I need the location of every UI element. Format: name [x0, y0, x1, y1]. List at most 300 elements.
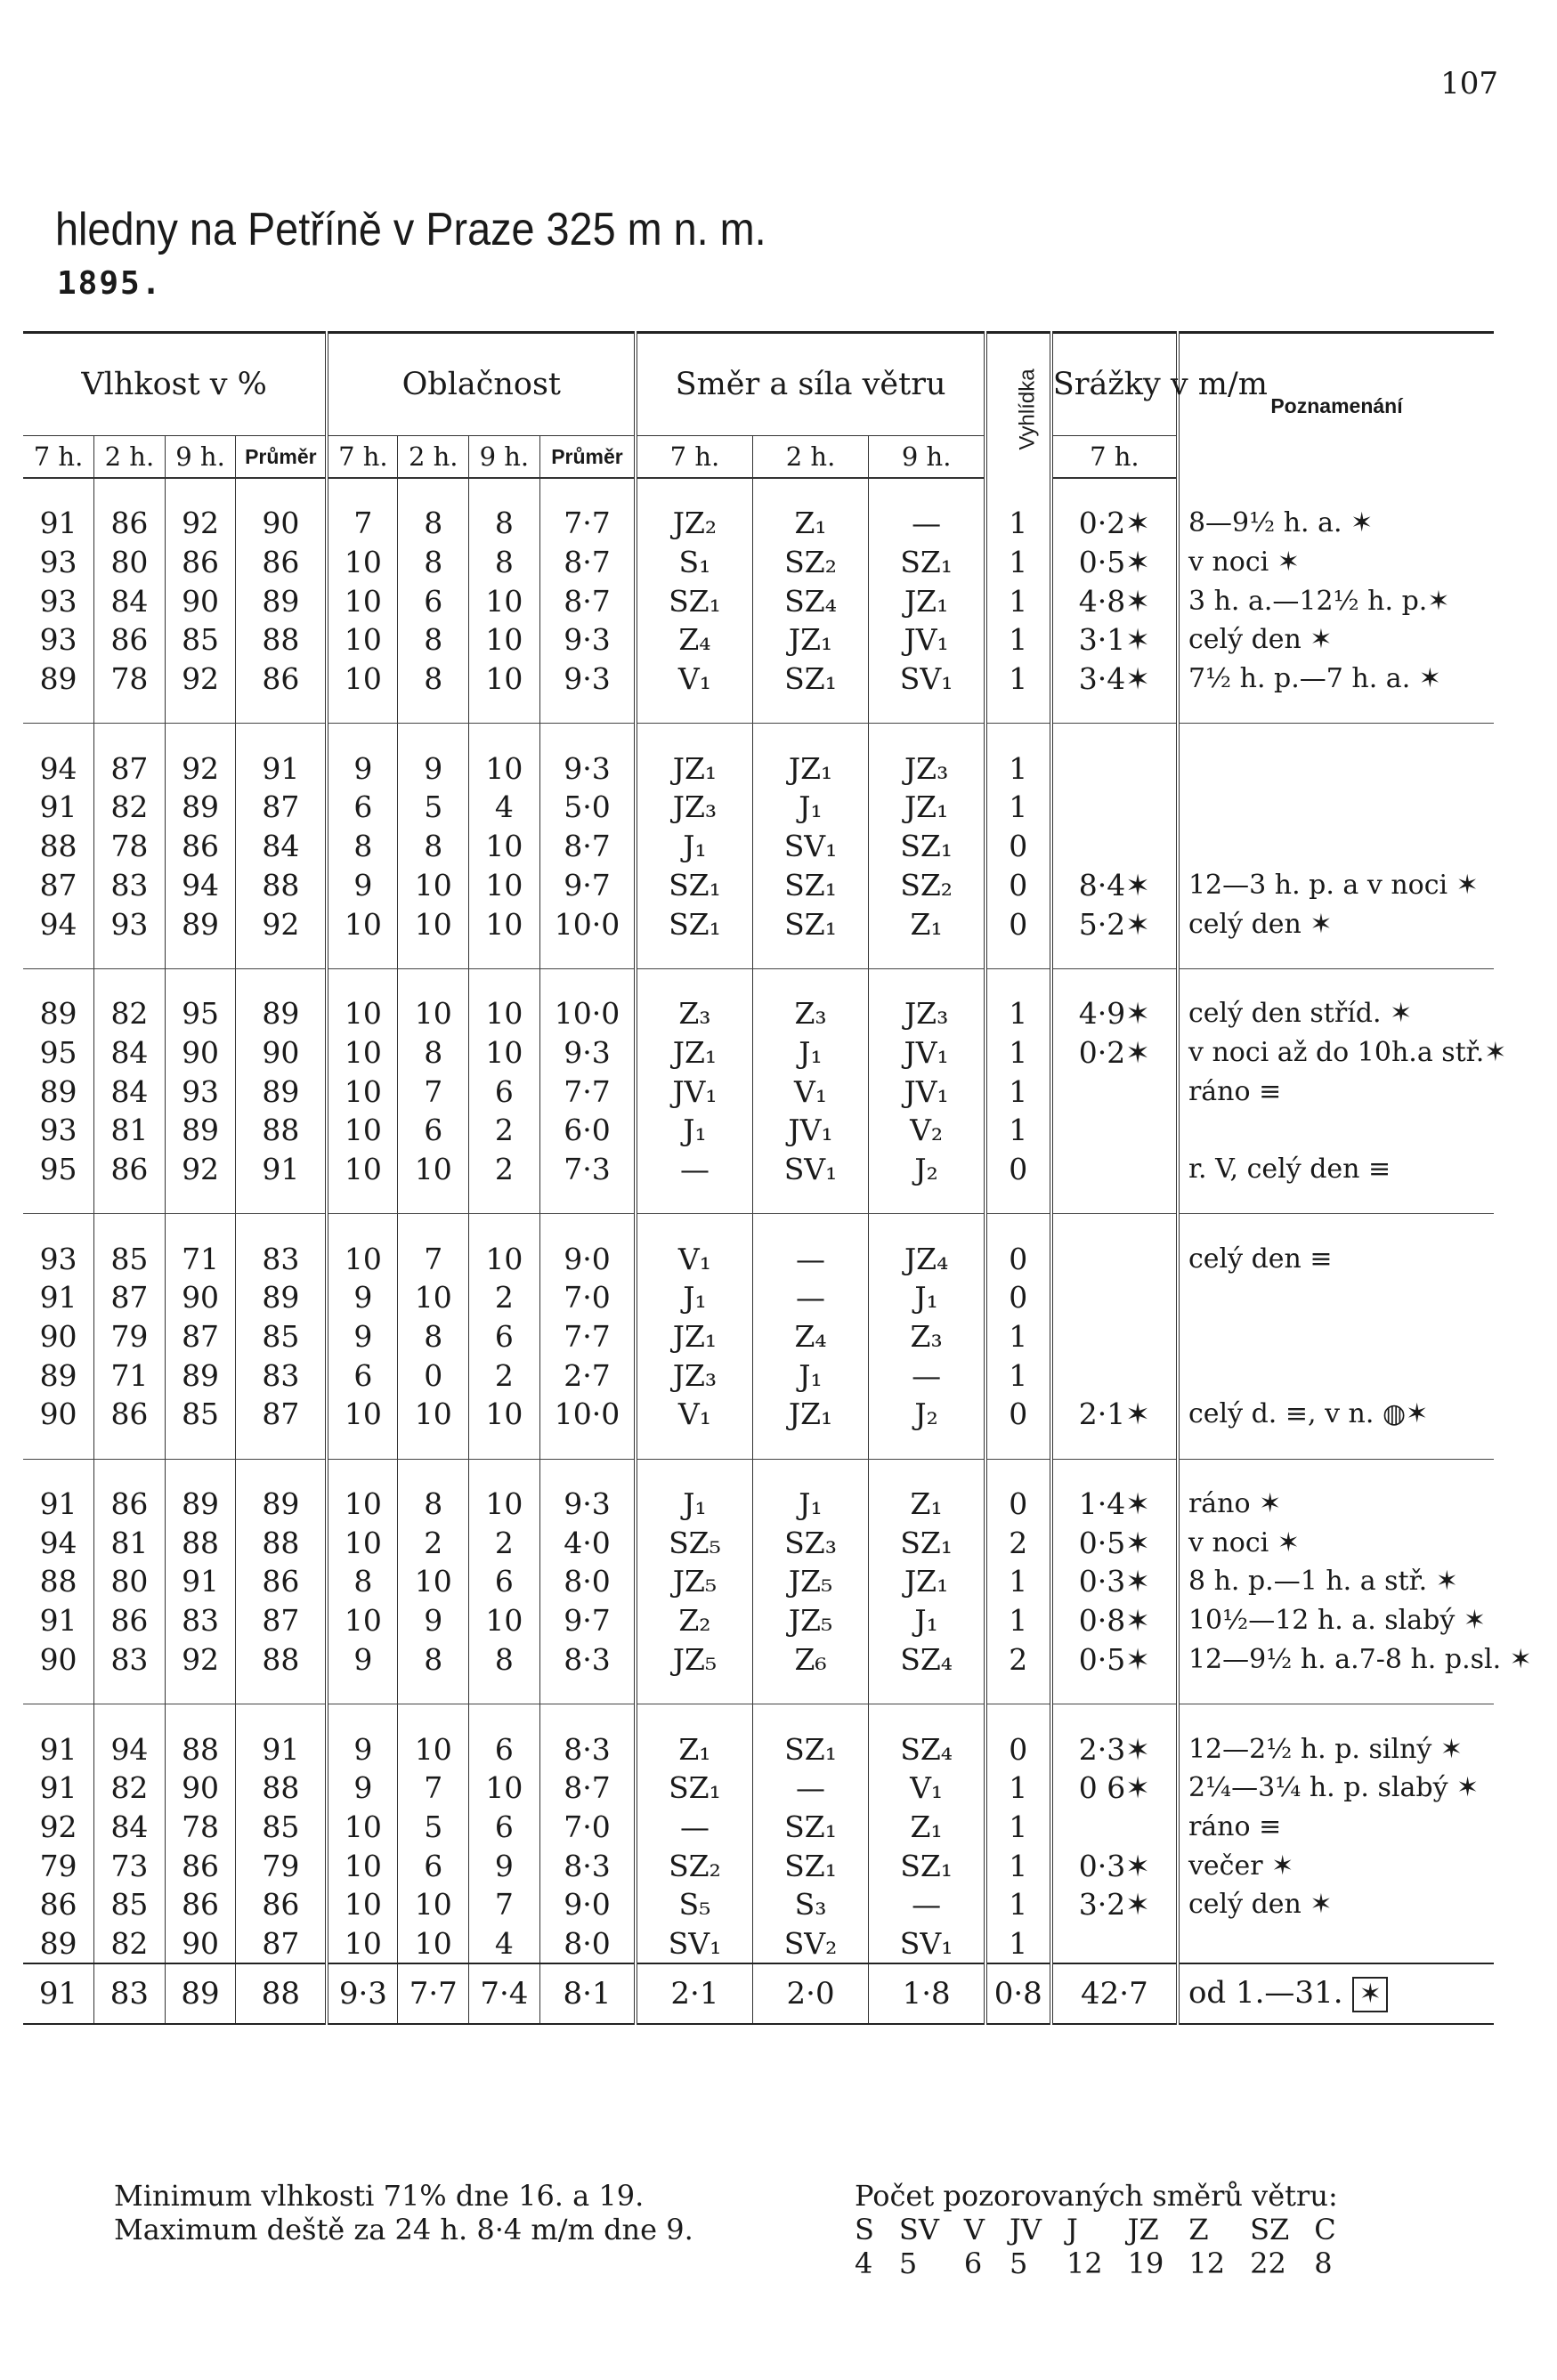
- sub-header: 7 h.: [23, 436, 94, 479]
- table-cell: [1051, 1111, 1178, 1150]
- table-cell: 10: [398, 1729, 469, 1769]
- table-cell: Z₃: [636, 994, 752, 1033]
- table-cell: 6: [469, 1729, 540, 1769]
- table-row: [23, 1769, 1494, 1808]
- table-row: [23, 660, 1494, 699]
- table-cell: [1051, 1924, 1178, 1964]
- table-cell: 8·3: [539, 1729, 636, 1769]
- table-cell: 2: [398, 1523, 469, 1562]
- table-cell: 86: [165, 827, 236, 866]
- total-cell: 7·4: [469, 1963, 540, 2024]
- table-cell: 91: [165, 1562, 236, 1601]
- sub-header: 7 h.: [1051, 436, 1178, 479]
- table-body: [23, 478, 1532, 1963]
- note-cell: 12—9½ h. a.7-8 h. p.sl. ✶: [1178, 1640, 1494, 1680]
- table-cell: 89: [39, 1925, 77, 1961]
- table-cell: 9: [469, 1846, 540, 1885]
- note-cell: ráno ≡: [1178, 1072, 1494, 1111]
- table-cell: 9·0: [539, 1885, 636, 1924]
- table-cell: 10·0: [539, 1395, 636, 1434]
- wind-count-value: 8: [1314, 2246, 1333, 2280]
- table-cell: 92: [165, 504, 236, 543]
- table-cell: 86: [165, 1846, 236, 1885]
- table-cell: 88: [236, 1640, 327, 1680]
- wind-count-value: 19: [1127, 2246, 1164, 2280]
- table-cell: 84: [94, 581, 166, 620]
- table-cell: 89: [165, 1111, 236, 1150]
- table-cell: 10: [398, 904, 469, 943]
- table-cell: JZ₅: [636, 1640, 752, 1680]
- page-title: hledny na Petříně v Praze 325 m n. m.: [55, 204, 766, 255]
- table-cell: 86: [94, 1150, 166, 1189]
- table-cell: 89: [236, 1072, 327, 1111]
- wind-count-value: 12: [1188, 2246, 1226, 2280]
- note-cell: večer ✶: [1178, 1846, 1494, 1885]
- table-cell: 10: [469, 827, 540, 866]
- table-cell: 1: [985, 1885, 1051, 1924]
- group-spacer: [23, 724, 1494, 749]
- table-cell: 79: [236, 1846, 327, 1885]
- table-cell: 91: [236, 1729, 327, 1769]
- table-cell: 10: [327, 1885, 398, 1924]
- table-cell: Z₂: [636, 1601, 752, 1640]
- table-cell: 93: [39, 1113, 77, 1148]
- table-cell: 3·4✶: [1051, 660, 1178, 699]
- table-cell: 9: [327, 1278, 398, 1317]
- note-cell: r. V, celý den ≡: [1178, 1150, 1494, 1189]
- table-cell: 5·2✶: [1051, 904, 1178, 943]
- table-row: [23, 504, 1494, 543]
- table-cell: 1: [985, 1317, 1051, 1356]
- table-cell: 7: [469, 1885, 540, 1924]
- table-cell: 9: [327, 1769, 398, 1808]
- table-row: [23, 1111, 1494, 1150]
- table-cell: 10: [469, 994, 540, 1033]
- table-cell: 0: [398, 1356, 469, 1395]
- table-cell: SZ₂: [752, 543, 869, 582]
- table-cell: SZ₁: [636, 866, 752, 905]
- table-row: [23, 1924, 1494, 1964]
- table-cell: 10: [469, 1239, 540, 1278]
- note-cell: celý den ✶: [1178, 904, 1494, 943]
- table-cell: 10: [398, 1278, 469, 1317]
- note-cell: [1178, 749, 1494, 788]
- table-cell: SZ₁: [636, 581, 752, 620]
- table-cell: 88: [236, 1111, 327, 1150]
- table-cell: SV₁: [752, 827, 869, 866]
- table-cell: J₂: [869, 1395, 985, 1434]
- table-cell: 4·9✶: [1051, 994, 1178, 1033]
- table-cell: 8: [398, 827, 469, 866]
- table-cell: 91: [39, 1770, 77, 1806]
- table-cell: JZ₅: [752, 1562, 869, 1601]
- wind-dir-label: S: [855, 2213, 874, 2246]
- table-cell: 0: [985, 1239, 1051, 1278]
- table-cell: 90: [39, 1641, 77, 1677]
- table-cell: 10: [398, 866, 469, 905]
- table-cell: 8: [469, 504, 540, 543]
- wind-count-title: Počet pozorovaných směrů větru:: [855, 2179, 1338, 2213]
- table-cell: Z₃: [752, 994, 869, 1033]
- table-cell: 10: [327, 581, 398, 620]
- table-cell: JZ₃: [869, 994, 985, 1033]
- table-cell: SZ₂: [869, 866, 985, 905]
- table-cell: J₁: [636, 1278, 752, 1317]
- table-cell: V₁: [636, 660, 752, 699]
- table-cell: 90: [39, 1396, 77, 1432]
- table-row: [23, 1523, 1494, 1562]
- table-cell: 94: [39, 750, 77, 786]
- table-row: [23, 1640, 1494, 1680]
- table-cell: 94: [39, 906, 77, 942]
- table-cell: 1: [985, 788, 1051, 827]
- note-cell: 3 h. a.—12½ h. p.✶: [1178, 581, 1494, 620]
- table-cell: 90: [236, 1033, 327, 1073]
- table-row: [23, 866, 1494, 905]
- table-row: [23, 1317, 1494, 1356]
- table-cell: 6·0: [539, 1111, 636, 1150]
- table-cell: 92: [236, 904, 327, 943]
- snow-box-icon: ✶: [1352, 1977, 1388, 2012]
- note-cell: 2¼—3¼ h. p. slabý ✶: [1178, 1769, 1494, 1808]
- note-cell: celý den ≡: [1178, 1239, 1494, 1278]
- table-cell: 84: [94, 1072, 166, 1111]
- table-cell: 87: [236, 788, 327, 827]
- table-cell: —: [752, 1769, 869, 1808]
- table-cell: 6: [469, 1317, 540, 1356]
- table-cell: 7: [398, 1239, 469, 1278]
- table-cell: Z₄: [752, 1317, 869, 1356]
- table-cell: 9: [398, 749, 469, 788]
- total-cell: 42·7: [1051, 1963, 1178, 2024]
- table-cell: [1051, 1239, 1178, 1278]
- note-cell: v noci ✶: [1178, 543, 1494, 582]
- table-cell: 4·0: [539, 1523, 636, 1562]
- table-cell: 8·7: [539, 1769, 636, 1808]
- wind-dir-label: SV: [898, 2213, 939, 2246]
- table-cell: 86: [236, 543, 327, 582]
- table-cell: 92: [165, 660, 236, 699]
- table-cell: 9·3: [539, 1033, 636, 1073]
- note-cell: [1178, 1356, 1494, 1395]
- table-cell: Z₃: [869, 1317, 985, 1356]
- table-cell: [1051, 1150, 1178, 1189]
- table-cell: 10: [327, 620, 398, 660]
- table-cell: 90: [165, 1769, 236, 1808]
- table-cell: SZ₁: [752, 1846, 869, 1885]
- table-cell: 10: [398, 1885, 469, 1924]
- group-spacer: [23, 1214, 1494, 1240]
- table-cell: 93: [39, 545, 77, 580]
- table-cell: 0·3✶: [1051, 1562, 1178, 1601]
- table-cell: 0: [985, 1485, 1051, 1524]
- table-cell: 10: [469, 660, 540, 699]
- note-cell: ráno ✶: [1178, 1485, 1494, 1524]
- total-cell: 8·1: [539, 1963, 636, 2024]
- table-cell: 85: [165, 1395, 236, 1434]
- table-cell: 82: [94, 1769, 166, 1808]
- note-cell: v noci až do 10h.a stř.✶: [1178, 1033, 1494, 1073]
- table-cell: 0: [985, 827, 1051, 866]
- table-cell: 86: [94, 1485, 166, 1524]
- table-cell: J₁: [636, 827, 752, 866]
- wind-count-grid: [855, 2213, 1338, 2280]
- table-cell: 10: [469, 620, 540, 660]
- table-row: [23, 827, 1494, 866]
- table-cell: 6: [327, 1356, 398, 1395]
- table-cell: 85: [94, 1885, 166, 1924]
- group-spacer: [23, 1434, 1494, 1460]
- wind-dir-label: Z: [1188, 2213, 1209, 2246]
- group-spacer: [23, 943, 1494, 969]
- table-cell: 8: [398, 1317, 469, 1356]
- table-cell: JZ₁: [869, 1562, 985, 1601]
- table-row: [23, 904, 1494, 943]
- table-cell: 9: [327, 1317, 398, 1356]
- table-cell: SZ₄: [869, 1640, 985, 1680]
- table-cell: 90: [165, 1033, 236, 1073]
- table-cell: 9·3: [539, 749, 636, 788]
- table-row: [23, 1278, 1494, 1317]
- table-cell: V₁: [752, 1072, 869, 1111]
- header-precipitation: Srážky v m/m: [1051, 333, 1178, 436]
- table-cell: 88: [165, 1523, 236, 1562]
- table-cell: 93: [39, 1241, 77, 1276]
- table-cell: 90: [165, 1278, 236, 1317]
- table-cell: 1: [985, 1601, 1051, 1640]
- table-cell: 0: [985, 1395, 1051, 1434]
- table-cell: JZ₅: [636, 1562, 752, 1601]
- table-cell: 6: [398, 581, 469, 620]
- table-cell: 95: [39, 1034, 77, 1070]
- wind-count-value: 5: [898, 2246, 918, 2280]
- table-cell: 10: [327, 543, 398, 582]
- min-humidity-text: Minimum vlhkosti 71% dne 16. a 19.: [114, 2179, 645, 2213]
- table-cell: 1: [985, 581, 1051, 620]
- table-cell: JZ₁: [752, 1395, 869, 1434]
- note-cell: ráno ≡: [1178, 1808, 1494, 1847]
- table-cell: S₅: [636, 1885, 752, 1924]
- table-cell: JZ₁: [636, 1317, 752, 1356]
- table-cell: 8·3: [539, 1640, 636, 1680]
- table-cell: 91: [39, 1280, 77, 1315]
- table-cell: SZ₁: [752, 866, 869, 905]
- table-cell: Z₁: [869, 1485, 985, 1524]
- table-cell: [1051, 1808, 1178, 1847]
- note-cell: celý den stříd. ✶: [1178, 994, 1494, 1033]
- table-cell: 8·7: [539, 827, 636, 866]
- header-cloudiness: Oblačnost: [327, 333, 636, 436]
- table-cell: 78: [94, 827, 166, 866]
- table-cell: 87: [165, 1317, 236, 1356]
- table-row: [23, 1808, 1494, 1847]
- note-cell: 8—9½ h. a. ✶: [1178, 504, 1494, 543]
- table-cell: 3·2✶: [1051, 1885, 1178, 1924]
- table-cell: —: [752, 1239, 869, 1278]
- table-cell: 78: [94, 660, 166, 699]
- total-cell: 83: [94, 1963, 166, 2024]
- table-cell: 1: [985, 1846, 1051, 1885]
- table-cell: 10: [327, 1111, 398, 1150]
- table-cell: JZ₃: [636, 1356, 752, 1395]
- sub-header: 9 h.: [869, 436, 985, 479]
- table-cell: —: [636, 1150, 752, 1189]
- group-spacer: [23, 1459, 1494, 1485]
- table-cell: [1051, 827, 1178, 866]
- table-cell: JV₁: [869, 1033, 985, 1073]
- note-cell: 8 h. p.—1 h. a stř. ✶: [1178, 1562, 1494, 1601]
- table-cell: 89: [39, 1073, 77, 1109]
- total-cell: 88: [236, 1963, 327, 2024]
- table-cell: 90: [236, 504, 327, 543]
- group-spacer: [23, 1188, 1494, 1214]
- table-cell: JZ₃: [869, 749, 985, 788]
- table-cell: J₁: [752, 1033, 869, 1073]
- table-cell: JZ₁: [752, 749, 869, 788]
- table-cell: SZ₃: [752, 1523, 869, 1562]
- note-cell: celý d. ≡, v n. ◍✶: [1178, 1395, 1494, 1434]
- table-cell: 79: [94, 1317, 166, 1356]
- table-cell: 7·0: [539, 1278, 636, 1317]
- table-row: [23, 543, 1494, 582]
- table-row: [23, 994, 1494, 1033]
- table-cell: V₂: [869, 1111, 985, 1150]
- table-cell: JZ₄: [869, 1239, 985, 1278]
- total-cell: 9·3: [327, 1963, 398, 2024]
- table-cell: 92: [165, 1150, 236, 1189]
- table-cell: 93: [94, 904, 166, 943]
- table-row: [23, 1485, 1494, 1524]
- table-cell: 10: [469, 1485, 540, 1524]
- table-cell: [1051, 1072, 1178, 1111]
- table-cell: 10: [469, 1033, 540, 1073]
- note-cell: celý den ✶: [1178, 620, 1494, 660]
- wind-dir-label: JZ: [1127, 2213, 1159, 2246]
- table-cell: SZ₁: [636, 1769, 752, 1808]
- table-cell: 6: [398, 1846, 469, 1885]
- header-group-row: [23, 333, 1494, 436]
- table-cell: 1: [985, 504, 1051, 543]
- table-cell: 87: [94, 1278, 166, 1317]
- table-cell: 89: [236, 581, 327, 620]
- table-cell: 4: [469, 788, 540, 827]
- sub-header: 9 h.: [469, 436, 540, 479]
- table-cell: 88: [39, 1564, 77, 1599]
- table-cell: 81: [94, 1523, 166, 1562]
- total-cell: 2·1: [636, 1963, 752, 2024]
- table-cell: 91: [39, 1486, 77, 1522]
- table-cell: 2: [985, 1523, 1051, 1562]
- table-cell: 88: [236, 1769, 327, 1808]
- table-cell: 0: [985, 866, 1051, 905]
- table-cell: —: [869, 1885, 985, 1924]
- table-cell: 10: [327, 1523, 398, 1562]
- table-cell: 91: [39, 1603, 77, 1639]
- table-cell: 2: [469, 1111, 540, 1150]
- table-cell: 6: [327, 788, 398, 827]
- table-cell: 10: [469, 581, 540, 620]
- table-cell: 10: [327, 1846, 398, 1885]
- table-cell: 10: [327, 1924, 398, 1964]
- table-cell: Z₁: [752, 504, 869, 543]
- footer-left: [114, 2179, 693, 2246]
- table-cell: 84: [236, 827, 327, 866]
- table-cell: 94: [94, 1729, 166, 1769]
- table-cell: 10: [327, 1239, 398, 1278]
- table-row: [23, 1846, 1494, 1885]
- total-cell: 91: [23, 1963, 94, 2024]
- wind-dir-label: J: [1066, 2213, 1078, 2246]
- header-notes: Poznamenání: [1178, 333, 1494, 479]
- table-cell: 0: [985, 1729, 1051, 1769]
- table-cell: 3·1✶: [1051, 620, 1178, 660]
- table-cell: —: [869, 1356, 985, 1395]
- table-cell: Z₆: [752, 1640, 869, 1680]
- table-cell: 86: [39, 1887, 77, 1923]
- table-cell: 0·3✶: [1051, 1846, 1178, 1885]
- table-cell: 86: [236, 1885, 327, 1924]
- table-cell: 9·3: [539, 660, 636, 699]
- table-cell: 0·2✶: [1051, 504, 1178, 543]
- table-cell: SZ₁: [752, 1808, 869, 1847]
- table-cell: Z₁: [869, 904, 985, 943]
- table-cell: 90: [165, 1924, 236, 1964]
- table-cell: 82: [94, 994, 166, 1033]
- page-number: 107: [1440, 66, 1498, 101]
- table-cell: 86: [94, 1601, 166, 1640]
- table-cell: JZ₁: [752, 620, 869, 660]
- table-cell: —: [636, 1808, 752, 1847]
- table-cell: 7: [398, 1769, 469, 1808]
- table-row: [23, 1885, 1494, 1924]
- sub-header: 2 h.: [94, 436, 166, 479]
- total-cell: 0·8: [985, 1963, 1051, 2024]
- weather-table: [23, 331, 1532, 2025]
- table-cell: SZ₁: [869, 543, 985, 582]
- table-cell: 9: [327, 866, 398, 905]
- table-cell: 1: [985, 1111, 1051, 1150]
- table-cell: 10: [327, 1395, 398, 1434]
- table-cell: 0: [985, 1150, 1051, 1189]
- table-cell: Z₁: [636, 1729, 752, 1769]
- group-spacer: [23, 478, 1494, 504]
- table-row: [23, 1729, 1494, 1769]
- table-cell: 0·5✶: [1051, 543, 1178, 582]
- table-cell: 92: [39, 1809, 77, 1844]
- table-cell: SV₁: [869, 660, 985, 699]
- table-cell: 92: [165, 749, 236, 788]
- wind-dir-label: V: [963, 2213, 985, 2246]
- sub-header: Průměr: [539, 436, 636, 479]
- table-cell: 83: [94, 866, 166, 905]
- table-cell: 7: [398, 1072, 469, 1111]
- table-cell: 91: [236, 749, 327, 788]
- table-cell: 1: [985, 749, 1051, 788]
- table-cell: 8: [398, 1640, 469, 1680]
- table-cell: 10·0: [539, 994, 636, 1033]
- table-cell: 1: [985, 620, 1051, 660]
- table-cell: SZ₁: [752, 1729, 869, 1769]
- table-cell: SZ₁: [752, 660, 869, 699]
- table-cell: 1: [985, 1808, 1051, 1847]
- table-cell: 1: [985, 1072, 1051, 1111]
- table-cell: 86: [165, 543, 236, 582]
- table-cell: JV₁: [869, 1072, 985, 1111]
- table-cell: 0 6✶: [1051, 1769, 1178, 1808]
- table-row: [23, 1356, 1494, 1395]
- table-cell: 9·0: [539, 1239, 636, 1278]
- sub-header: 2 h.: [752, 436, 869, 479]
